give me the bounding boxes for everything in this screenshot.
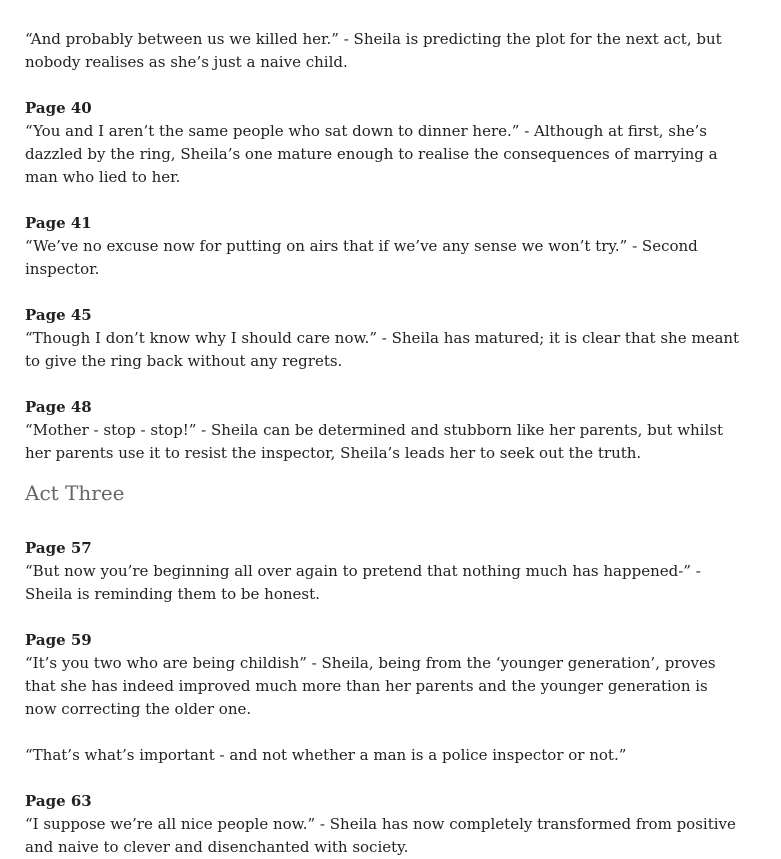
- entry-page-59: [25, 629, 741, 721]
- entry-page-57: [25, 537, 741, 606]
- page-reference: Page 48: [25, 398, 92, 416]
- intro-paragraph: [25, 28, 741, 74]
- quote-text: “And probably between us we killed her.” - Sheila is predicting the plot for the next act, but nobody realises as she’s just a naive child.: [25, 30, 722, 71]
- page-reference: Page 57: [25, 539, 92, 557]
- quote-text: “It’s you two who are being childish” - Sheila, being from the ‘younger generation’, proves that she has indeed improved much more than her parents and the younger generation is now correcting the older one.: [25, 654, 716, 718]
- quote-text: “I suppose we’re all nice people now.” - Sheila has now completely transformed from positive and naive to clever and disenchanted with society.: [25, 815, 736, 856]
- quote-text: “Though I don’t know why I should care now.” - Sheila has matured; it is clear that she meant to give the ring back without any regrets.: [25, 329, 740, 370]
- page-reference: Page 41: [25, 214, 92, 232]
- section-heading-act-three: Act Three: [25, 481, 125, 505]
- entry-page-63: [25, 790, 741, 859]
- page-reference: Page 40: [25, 99, 92, 117]
- entry-page-40: [25, 97, 741, 189]
- entry-page-45: [25, 304, 741, 373]
- page-reference: Page 63: [25, 792, 92, 810]
- page-reference: Page 59: [25, 631, 92, 649]
- quote-text: “We’ve no excuse now for putting on airs that if we’ve any sense we won’t try.” - Second inspector.: [25, 237, 698, 278]
- quote-paragraph: [25, 744, 741, 767]
- entry-page-48: [25, 396, 741, 465]
- quote-text: “You and I aren’t the same people who sat down to dinner here.” - Although at first, she’s dazzled by the ring, Sheila’s one mature enough to realise the consequences of marrying a man who lied to her.: [25, 122, 718, 186]
- quote-text: “That’s what’s important - and not whether a man is a police inspector or not.”: [25, 746, 627, 764]
- page-reference: Page 45: [25, 306, 92, 324]
- quote-text: “But now you’re beginning all over again to pretend that nothing much has happened-” - Sheila is reminding them to be honest.: [25, 562, 701, 603]
- entry-page-41: [25, 212, 741, 281]
- quote-text: “Mother - stop - stop!” - Sheila can be determined and stubborn like her parents, but whilst her parents use it to resist the inspector, Sheila’s leads her to seek out the truth.: [25, 421, 724, 462]
